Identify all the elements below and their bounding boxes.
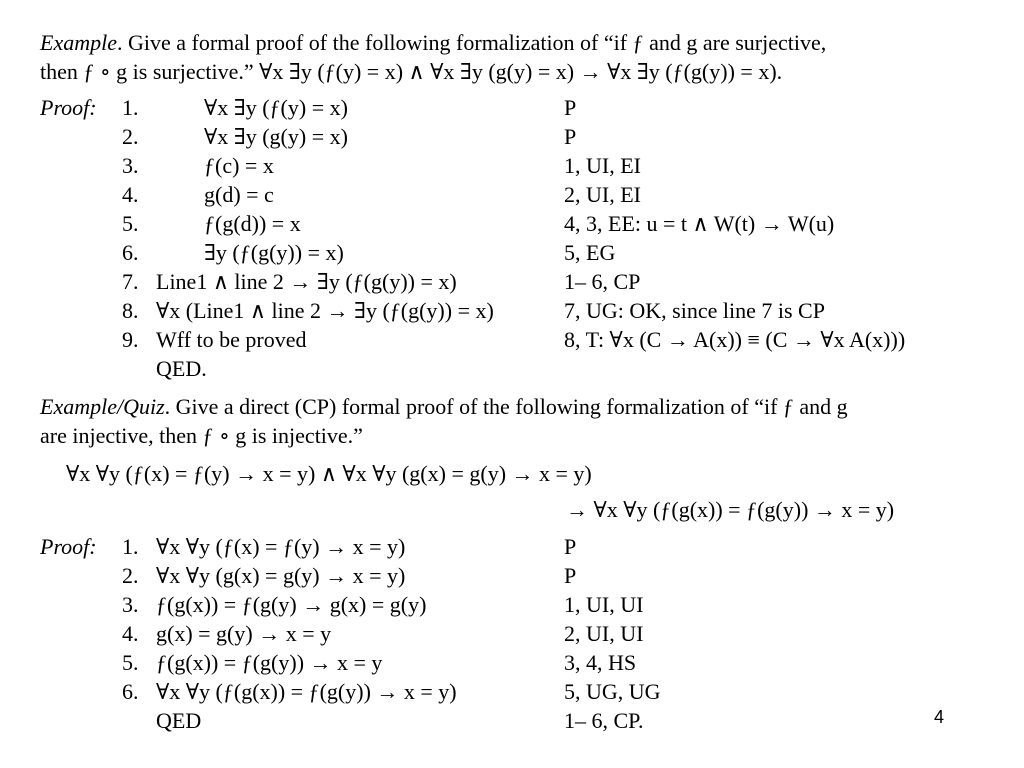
- step-justification: 3, 4, HS: [564, 650, 637, 675]
- proof-step: [40, 354, 1000, 383]
- proof-label: Proof:: [40, 534, 97, 559]
- proof-step: [40, 648, 1000, 677]
- step-number: 8.: [122, 298, 139, 323]
- proof-step: [40, 619, 1000, 648]
- example2-line1: [40, 392, 990, 421]
- example2-paragraph: [40, 392, 990, 450]
- proof-step: [40, 532, 1000, 561]
- example2-formula-1: ∀x ∀y (ƒ(x) = ƒ(y) → x = y) ∧ ∀x ∀y (g(x) = g(y) → x = y): [66, 461, 592, 486]
- proof-step: [40, 151, 1000, 180]
- step-number: 3.: [122, 592, 139, 617]
- step-number: 4.: [122, 182, 139, 207]
- step-number: 6.: [122, 679, 139, 704]
- step-number: 7.: [122, 269, 139, 294]
- step-formula: ƒ(g(d)) = x: [204, 211, 301, 236]
- step-formula: ∀x ∃y (g(y) = x): [204, 124, 348, 149]
- example2-heading: Example/Quiz: [40, 394, 165, 419]
- proof-step: [40, 325, 1000, 354]
- step-formula: ∀x ∃y (ƒ(y) = x): [204, 95, 348, 120]
- example2-line2: are injective, then ƒ ∘ g is injective.”: [40, 423, 363, 448]
- step-justification: 5, EG: [564, 240, 616, 265]
- slide-number: 4: [933, 707, 944, 727]
- step-justification: 1– 6, CP.: [564, 708, 644, 733]
- step-formula: ƒ(g(x)) = ƒ(g(y) → g(x) = g(y): [156, 592, 427, 617]
- step-formula: QED: [156, 708, 202, 733]
- step-formula: QED.: [156, 356, 207, 381]
- step-justification: P: [564, 563, 577, 588]
- step-number: 2.: [122, 563, 139, 588]
- step-justification: P: [564, 124, 577, 149]
- step-number: 5.: [122, 650, 139, 675]
- step-justification: P: [564, 534, 577, 559]
- proof-step: [40, 296, 1000, 325]
- step-number: 5.: [122, 211, 139, 236]
- step-justification: P: [564, 95, 577, 120]
- proof-step: [40, 561, 1000, 590]
- step-number: 3.: [122, 153, 139, 178]
- proof-step: [40, 180, 1000, 209]
- step-formula: ∀x (Line1 ∧ line 2 → ∃y (ƒ(g(y)) = x): [156, 298, 494, 323]
- step-formula: ∃y (ƒ(g(y)) = x): [204, 240, 344, 265]
- example1-line1-text: . Give a formal proof of the following formalization of “if ƒ and g are surjective,: [116, 30, 827, 55]
- proof-step: [40, 122, 1000, 151]
- step-formula: ƒ(g(x)) = ƒ(g(y)) → x = y: [156, 650, 383, 675]
- example2-line1-text: . Give a direct (CP) formal proof of the following formalization of “if ƒ and g: [164, 394, 848, 419]
- proof-step: [40, 677, 1000, 706]
- proof-label: Proof:: [40, 95, 97, 120]
- step-justification: 7, UG: OK, since line 7 is CP: [564, 298, 825, 323]
- proof-step: [40, 706, 1000, 735]
- step-formula: Wff to be proved: [156, 327, 307, 352]
- step-justification: 2, UI, EI: [564, 182, 641, 207]
- step-formula: ƒ(c) = x: [204, 153, 274, 178]
- proof2: [40, 532, 1000, 735]
- step-justification: 4, 3, EE: u = t ∧ W(t) → W(u): [564, 211, 835, 236]
- step-number: 1.: [122, 534, 139, 559]
- step-number: 9.: [122, 327, 139, 352]
- step-justification: 2, UI, UI: [564, 621, 644, 646]
- example1-paragraph: [40, 28, 990, 86]
- proof-step: [40, 209, 1000, 238]
- proof-step: [40, 590, 1000, 619]
- step-justification: 5, UG, UG: [564, 679, 661, 704]
- step-formula: ∀x ∀y (g(x) = g(y) → x = y): [156, 563, 406, 588]
- step-number: 2.: [122, 124, 139, 149]
- proof1: [40, 93, 1000, 383]
- example2-formula-2: → ∀x ∀y (ƒ(g(x)) = ƒ(g(y)) → x = y): [566, 497, 895, 522]
- step-justification: 1– 6, CP: [564, 269, 641, 294]
- example1-heading: Example: [40, 30, 117, 55]
- step-justification: 1, UI, UI: [564, 592, 644, 617]
- step-formula: Line1 ∧ line 2 → ∃y (ƒ(g(y)) = x): [156, 269, 457, 294]
- step-number: 6.: [122, 240, 139, 265]
- proof-step: [40, 93, 1000, 122]
- step-justification: 1, UI, EI: [564, 153, 641, 178]
- step-formula: g(x) = g(y) → x = y: [156, 621, 332, 646]
- step-formula: ∀x ∀y (ƒ(x) = ƒ(y) → x = y): [156, 534, 406, 559]
- proof-step: [40, 267, 1000, 296]
- proof-step: [40, 238, 1000, 267]
- step-justification: 8, T: ∀x (C → A(x)) ≡ (C → ∀x A(x))): [564, 327, 906, 352]
- example1-line2: then ƒ ∘ g is surjective.” ∀x ∃y (ƒ(y) = x) ∧ ∀x ∃y (g(y) = x) → ∀x ∃y (ƒ(g(y)) = x).: [40, 59, 783, 84]
- example1-line1: [40, 28, 990, 57]
- step-formula: g(d) = c: [204, 182, 274, 207]
- step-number: 4.: [122, 621, 139, 646]
- step-formula: ∀x ∀y (ƒ(g(x)) = ƒ(g(y)) → x = y): [156, 679, 457, 704]
- step-number: 1.: [122, 95, 139, 120]
